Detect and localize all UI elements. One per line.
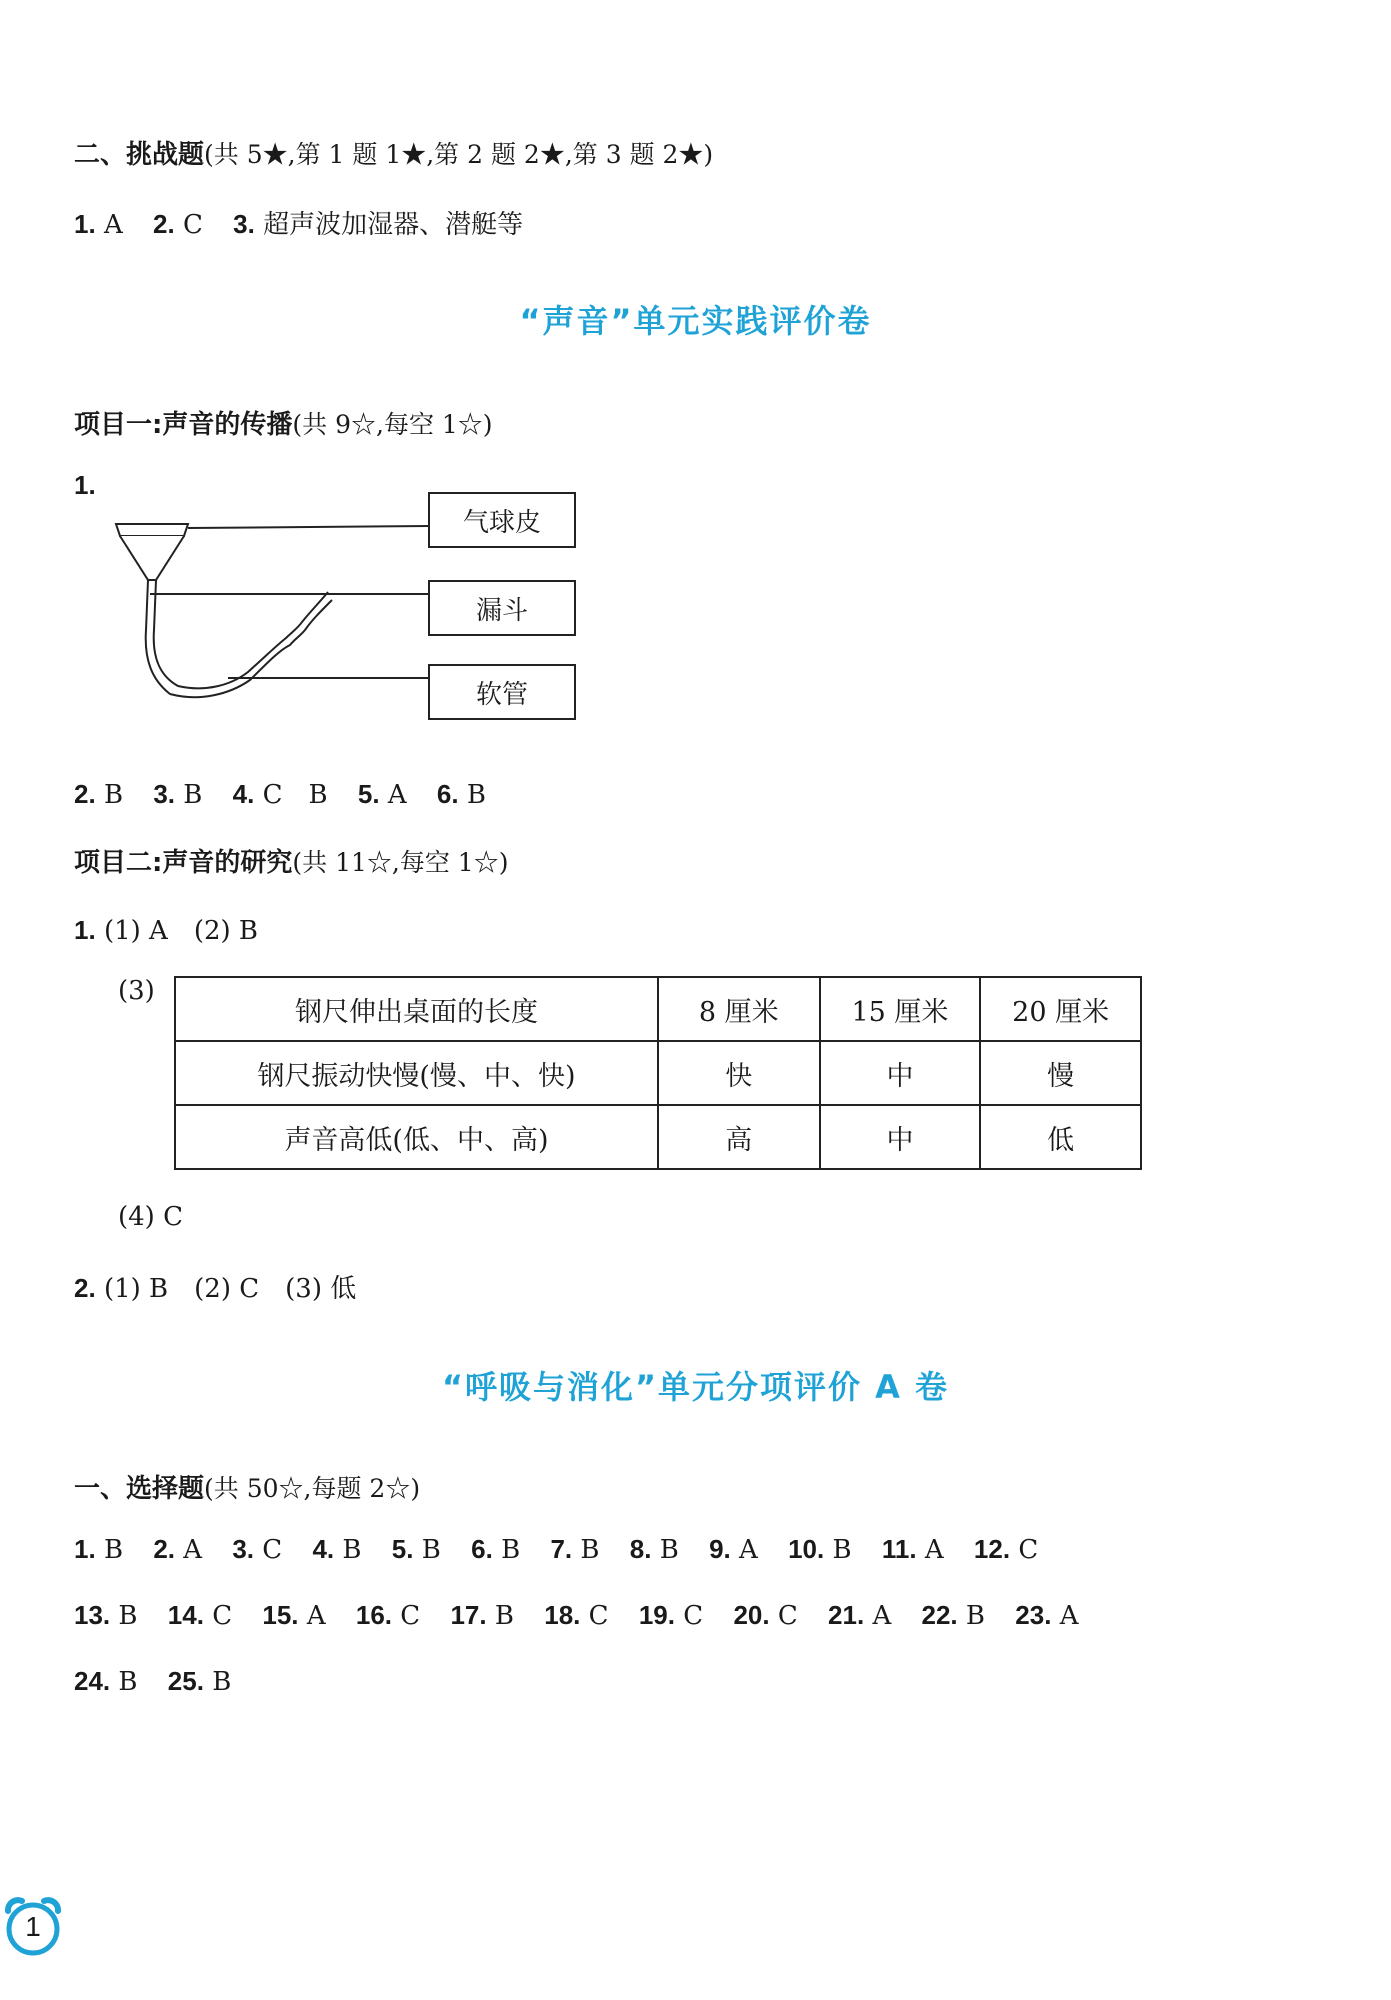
funnel-shape bbox=[120, 536, 184, 580]
table-cell: 低 bbox=[980, 1105, 1141, 1169]
evaluation-title: “呼吸与消化”单元分项评价 A 卷 bbox=[441, 1368, 950, 1406]
balloon-skin-shape bbox=[116, 524, 188, 536]
project1-q1-number: 1. bbox=[74, 470, 96, 500]
project2-q1-part3-label: (3) bbox=[118, 976, 155, 1006]
project2-q2: 2. (1) B (2) C (3) 低 bbox=[74, 1273, 357, 1304]
leader-line-balloon bbox=[188, 526, 430, 528]
challenge-heading: 二、挑战题(共 5★,第 1 题 1★,第 2 题 2★,第 3 题 2★) bbox=[74, 140, 714, 170]
table-cell: 8 厘米 bbox=[658, 977, 820, 1041]
answers-row-2: 13. B 14. C 15. A 16. C 17. B 18. C 19. C 20. C 21. A 22. B 23. A bbox=[74, 1600, 1079, 1631]
page-number-badge bbox=[2, 1895, 64, 1957]
label-balloon-skin: 气球皮 bbox=[428, 492, 576, 548]
project2-q1-part4: (4) C bbox=[118, 1202, 183, 1232]
table-cell: 钢尺伸出桌面的长度 bbox=[175, 977, 658, 1041]
table-cell: 慢 bbox=[980, 1041, 1141, 1105]
practice-title: “声音”单元实践评价卷 bbox=[519, 302, 872, 340]
page-number: 1 bbox=[25, 1911, 41, 1942]
table-cell: 20 厘米 bbox=[980, 977, 1141, 1041]
project1-answers: 2. B 3. B 4. C B 5. A 6. B bbox=[74, 779, 486, 810]
ruler-data-table bbox=[174, 976, 1142, 1170]
table-cell: 中 bbox=[820, 1105, 981, 1169]
table-cell: 钢尺振动快慢(慢、中、快) bbox=[175, 1041, 658, 1105]
table-cell: 15 厘米 bbox=[820, 977, 981, 1041]
table-cell: 声音高低(低、中、高) bbox=[175, 1105, 658, 1169]
table-row bbox=[175, 977, 1141, 1041]
answers-row-3: 24. B 25. B bbox=[74, 1666, 232, 1697]
challenge-answers: 1. A 2. C 3. 超声波加湿器、潜艇等 bbox=[74, 209, 524, 240]
table-cell: 高 bbox=[658, 1105, 820, 1169]
label-funnel: 漏斗 bbox=[428, 580, 576, 636]
table-row bbox=[175, 1041, 1141, 1105]
table-cell: 中 bbox=[820, 1041, 981, 1105]
label-hose: 软管 bbox=[428, 664, 576, 720]
table-cell: 快 bbox=[658, 1041, 820, 1105]
project2-heading: 项目二:声音的研究(共 11☆,每空 1☆) bbox=[74, 848, 509, 878]
project2-q1: 1. (1) A (2) B bbox=[74, 915, 259, 946]
project1-heading: 项目一:声音的传播(共 9☆,每空 1☆) bbox=[74, 410, 493, 440]
table-row bbox=[175, 1105, 1141, 1169]
evaluation-section1-heading: 一、选择题(共 50☆,每题 2☆) bbox=[74, 1474, 421, 1504]
answers-row-1: 1. B 2. A 3. C 4. B 5. B 6. B 7. B 8. B 9. A 10. B 11. A 12. C bbox=[74, 1534, 1039, 1565]
hose-shape-outer bbox=[146, 580, 332, 697]
